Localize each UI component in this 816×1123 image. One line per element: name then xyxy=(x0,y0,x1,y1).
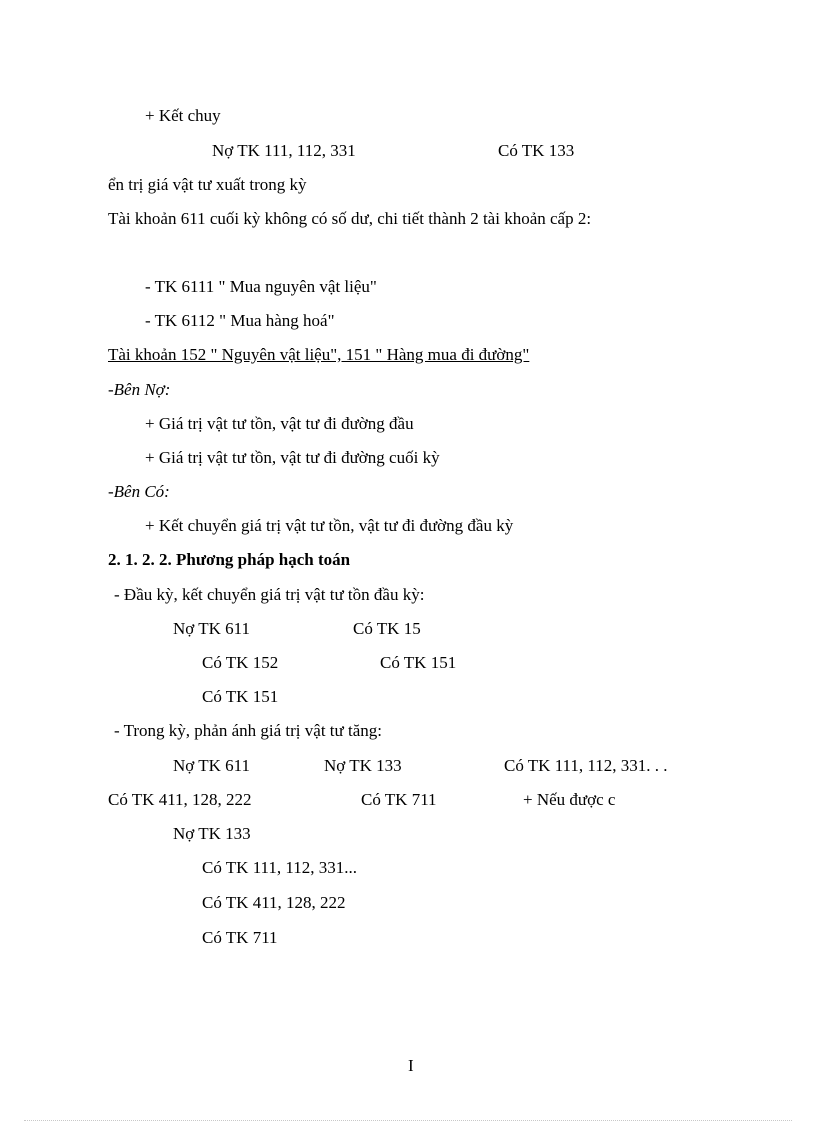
text-line: Có TK 133 xyxy=(498,141,575,160)
text-line: Nợ TK 611 xyxy=(173,756,250,775)
section-heading: Tài khoản 152 " Nguyên vật liệu", 151 " Hàng mua đi đường" xyxy=(108,345,530,364)
text-line: Có TK 151 xyxy=(202,687,279,706)
text-line: Có TK 152 xyxy=(202,653,279,672)
text-line: Nợ TK 133 xyxy=(173,824,251,843)
text-line: Có TK 711 xyxy=(361,790,437,809)
text-line: Có TK 711 xyxy=(202,928,278,947)
section-heading: 2. 1. 2. 2. Phương pháp hạch toán xyxy=(108,550,351,569)
text-line: Nợ TK 611 xyxy=(173,619,250,638)
text-line: + Giá trị vật tư tồn, vật tư đi đường đầu xyxy=(145,414,414,433)
text-line: Có TK 411, 128, 222 xyxy=(202,893,346,912)
text-line: - Đầu kỳ, kết chuyển giá trị vật tư tồn đầu kỳ: xyxy=(114,585,425,604)
text-line: Nợ TK 133 xyxy=(324,756,402,775)
text-line: Có TK 111, 112, 331... xyxy=(202,858,358,877)
list-item: - TK 6112 " Mua hàng hoá" xyxy=(145,311,335,330)
text-line: + Kết chuyển giá trị vật tư tồn, vật tư đi đường đầu kỳ xyxy=(145,516,514,535)
text-line: Có TK 111, 112, 331. . . xyxy=(504,756,668,775)
text-line: Có TK 15 xyxy=(353,619,421,638)
text-line: Có TK 411, 128, 222 xyxy=(108,790,252,809)
footer-divider xyxy=(24,1120,792,1121)
list-item: - TK 6111 " Mua nguyên vật liệu" xyxy=(145,277,377,296)
text-line: -Bên Có: xyxy=(108,482,170,501)
text-line: ển trị giá vật tư xuất trong kỳ xyxy=(108,175,307,194)
text-line: - Trong kỳ, phản ánh giá trị vật tư tăng: xyxy=(114,721,382,740)
text-line: Tài khoản 611 cuối kỳ không có số dư, chi tiết thành 2 tài khoản cấp 2: xyxy=(108,209,592,228)
page-number: I xyxy=(408,1056,414,1075)
text-line: + Nếu được c xyxy=(523,790,616,809)
text-line: -Bên Nợ: xyxy=(108,380,171,399)
text-line: Có TK 151 xyxy=(380,653,457,672)
text-line: + Giá trị vật tư tồn, vật tư đi đường cuối kỳ xyxy=(145,448,440,467)
text-line: Nợ TK 111, 112, 331 xyxy=(212,141,356,160)
text-line: + Kết chuy xyxy=(145,106,221,125)
